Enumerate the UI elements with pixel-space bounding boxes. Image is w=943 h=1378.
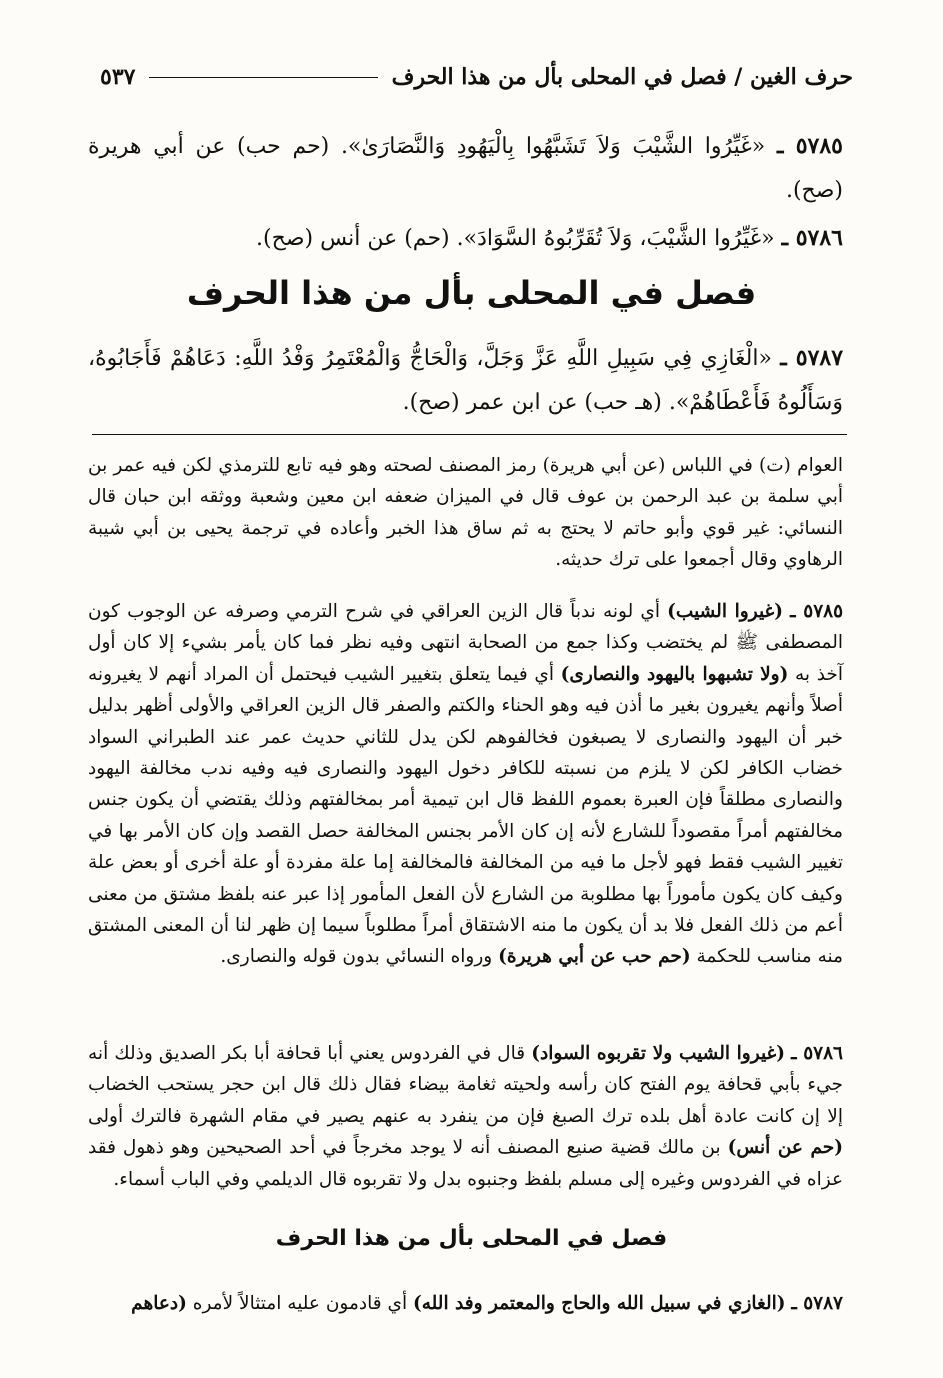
commentary-number: ٥٧٨٦ ـ: [791, 1043, 843, 1064]
header-rule: [149, 77, 377, 78]
running-title: حرف الغين / فصل في المحلى بأل من هذا الحرف: [391, 64, 853, 90]
hadith-source: (هـ حب) عن ابن عمر (صح).: [402, 390, 662, 415]
commentary-text: أي قادمون عليه امتثالاً لأمره: [192, 1293, 408, 1314]
commentary-5785: [88, 596, 843, 973]
commentary-lemma: (الغازي في سبيل الله والحاج والمعتمر وفد الله): [413, 1293, 786, 1314]
commentary-lemma: (ولا تشبهوا باليهود والنصارى): [560, 663, 789, 685]
hadith-text: «غَيِّرُوا الشَّيْبَ، وَلاَ تُقَرِّبُوهُ السَّوَادَ».: [456, 226, 775, 251]
page-number: ٥٣٧: [100, 64, 136, 90]
hadith-5786: [88, 216, 843, 261]
commentary-lemma: (غيروا الشيب): [667, 601, 783, 622]
hadith-source: (حم) عن أنس (صح).: [256, 226, 450, 251]
hadith-text: «غَيِّرُوا الشَّيْبَ وَلاَ تَشَبَّهُوا بِالْيَهُودِ وَالنَّصَارَىٰ».: [340, 134, 766, 159]
commentary-5787: [88, 1288, 843, 1319]
commentary-lemma: (غيروا الشيب ولا تقربوه السواد): [531, 1043, 785, 1064]
commentary-text: العوام (ت) في اللباس (عن أبي هريرة) رمز المصنف لصحته وهو فيه تابع للترمذي لكن فيه عمر بن أبي سلمة بن عبد الرحمن بن عوف قال في الميزان ضعفه ابن معين وشعبة ووثقه ابن حبان قال النسائي: غير قوي وأبو حاتم لا يحتج به ثم ساق هذا الخبر وأعاده في ترجمة يحيى بن أبي شيبة الرهاوي وقال أجمعوا على ترك حديثه.: [88, 455, 843, 571]
commentary-text: بن مالك قضية صنيع المصنف أنه لا يوجد مخرجاً في أحد الصحيحين وهو ذهول فقد عزاه في الفردوس وغيره إلى مسلم بلفظ وجنبوه بدل ولا تقربوه قال الديلمي وفي الباب أسماء.: [88, 1137, 843, 1190]
hadith-source: (حم حب) عن أبي هريرة (صح).: [88, 134, 843, 203]
section-title: فصل في المحلى بأل من هذا الحرف: [186, 274, 757, 312]
commentary-5786: [88, 1038, 843, 1195]
commentary-number: ٥٧٨٧ ـ: [791, 1293, 843, 1314]
commentary-text: ورواه النسائي بدون قوله والنصارى.: [220, 946, 493, 968]
commentary-source: (حم عن أنس): [727, 1137, 843, 1159]
hadith-text: «الْغَازِي فِي سَبِيلِ اللَّهِ عَزَّ وَجَلَّ، وَالْحَاجُّ وَالْمُعْتَمِرُ وَفْدُ اللَّهِ: دَعَاهُمْ فَأَجَابُوهُ، وَسَأَلُوهُ فَأَعْطَاهُمْ».: [88, 346, 843, 415]
running-header: [100, 60, 853, 94]
commentary-text: أي لونه ندباً قال الزين العراقي في شرح الترمي وصرفه عن الوجوب كون المصطفى ﷺ لم يختضب وكذا جمع من الصحابة انتهى وفيه نظر فما كان يأمر بشيء إلا كان أول آخذ به: [88, 601, 843, 685]
hadith-number: ٥٧٨٦ ـ: [781, 225, 843, 251]
hadith-5785: [88, 124, 843, 213]
hadith-number: ٥٧٨٥ ـ: [776, 133, 843, 159]
footnote-divider: [92, 434, 847, 435]
commentary-paragraph: [88, 450, 843, 576]
commentary-text: قال في الفردوس يعني أبا قحافة أبا بكر الصديق وذلك أنه جيء بأبي قحافة يوم الفتح كان رأسه ولحيته ثغامة بيضاء فقال ذلك قال ابن حجر يستحب الخضاب إلا إن كانت عادة أهل بلده ترك الصبغ فإن من ينفرد به عنهم يصير في مقام الشهرة فالترك أولى: [88, 1043, 843, 1127]
commentary-text: أي فيما يتعلق بتغيير الشيب فيحتمل أن المراد أنهم لا يغيرونه أصلاً وأنهم يغيرون بغير ما أذن فيه وهو الحناء والكتم والصفر قال الزين العراقي والأولى أظهر بدليل خبر أن اليهود والنصارى لا يصبغون فخالفوهم لكن يدل للثاني حديث عمر عند الطبراني السواد خضاب الكافر لكن لا يلزم من نسبته للكافر دخول اليهود والنصارى فيه وفيه ندب مخالفة اليهود والنصارى مطلقاً فإن العبرة بعموم اللفظ قال ابن تيمية أمر بمخالفتهم وذلك يقتضي أن يكون جنس مخالفتهم أمراً مقصوداً للشارع لأنه إن كان الأمر بجنس المخالفة حصل القصد وإن كان الأمر بها في تغيير الشيب فقط فهو لأجل ما فيه من المخالفة فالمخالفة إما علة مفردة أو علة أخرى أو بعض علة وكيف كان يكون مأموراً بها مطلوبة من الشارع لأن الفعل المأمور إذا عبر عنه بلفظ مشتق من معنى أعم من ذلك الفعل فلا بد أن يكون ما منه الاشتقاق أمراً مطلوباً سيما إن ظهر لنا أن المعنى المشتق منه مناسب للحكمة: [88, 663, 843, 968]
commentary-source: (حم حب عن أبي هريرة): [498, 946, 691, 968]
section-title-small: فصل في المحلى بأل من هذا الحرف: [275, 1226, 668, 1251]
hadith-5787: [88, 336, 843, 425]
commentary-lemma: (دعاهم: [131, 1293, 187, 1314]
hadith-number: ٥٧٨٧ ـ: [780, 345, 844, 371]
commentary-number: ٥٧٨٥ ـ: [790, 601, 844, 622]
